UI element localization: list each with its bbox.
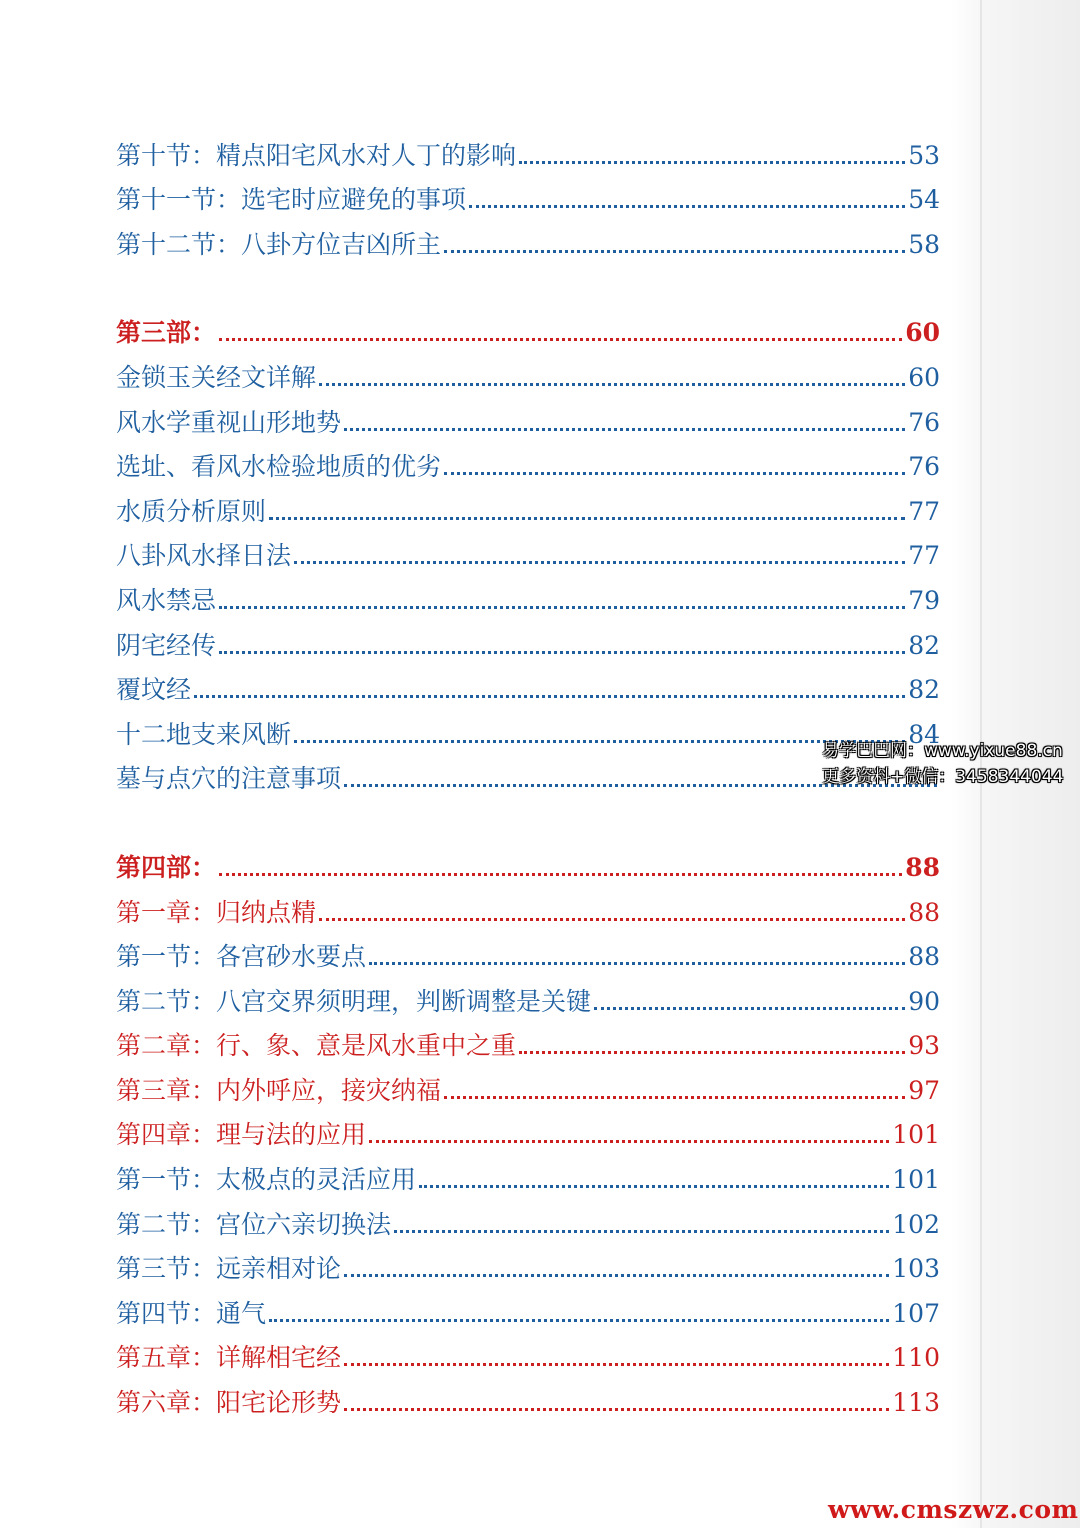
toc-entry-title: 第四章：理与法的应用: [116, 1120, 367, 1150]
toc-entry-page-number: 101: [892, 1165, 940, 1195]
toc-entry[interactable]: [116, 618, 940, 663]
toc-entry-title: 风水禁忌: [116, 585, 217, 615]
toc-entry-page-number: 84: [908, 719, 940, 749]
toc-entry-page-number: 58: [908, 229, 940, 259]
dot-leader: [519, 1051, 905, 1054]
toc-entry-page-number: 53: [908, 140, 940, 170]
dot-leader: [369, 962, 905, 965]
toc-entry[interactable]: [116, 930, 940, 975]
toc-entry-page-number: 60: [908, 362, 940, 392]
toc-entry-page-number: 88: [908, 942, 940, 972]
toc-entry[interactable]: [116, 752, 940, 797]
dot-leader: [219, 873, 902, 876]
toc-entry-title: 第一章：归纳点精: [116, 897, 317, 927]
toc-entry-page-number: 77: [908, 541, 940, 571]
dot-leader: [444, 250, 905, 253]
toc-entry-title: 第十节：精点阳宅风水对人丁的影响: [116, 140, 517, 170]
toc-entry[interactable]: [116, 840, 940, 885]
toc-entry-title: 金锁玉关经文详解: [116, 362, 317, 392]
table-of-contents: [116, 128, 940, 1420]
toc-entry-page-number: 60: [905, 318, 940, 348]
toc-entry[interactable]: [116, 395, 940, 440]
toc-entry[interactable]: [116, 1331, 940, 1376]
toc-entry-title: 第三节：远亲相对论: [116, 1254, 342, 1284]
dot-leader: [469, 205, 905, 208]
toc-entry-page-number: 82: [908, 630, 940, 660]
toc-entry-title: 水质分析原则: [116, 496, 267, 526]
toc-entry-title: 阴宅经传: [116, 630, 217, 660]
dot-leader: [269, 517, 905, 520]
dot-leader: [294, 561, 905, 564]
toc-entry-page-number: 77: [908, 496, 940, 526]
toc-entry-title: 第二节：八宫交界须明理，判断调整是关键: [116, 986, 592, 1016]
toc-entry-page-number: 93: [908, 1031, 940, 1061]
toc-entry-page-number: 103: [892, 1254, 940, 1284]
dot-leader: [319, 918, 905, 921]
toc-entry[interactable]: [116, 974, 940, 1019]
toc-entry-page-number: 113: [892, 1388, 940, 1418]
dot-leader: [444, 472, 905, 475]
toc-entry-page-number: 110: [892, 1343, 940, 1373]
toc-entry-title: 第三章：内外呼应，接灾纳福: [116, 1075, 442, 1105]
toc-entry-title: 第十一节：选宅时应避免的事项: [116, 185, 467, 215]
toc-entry-page-number: 102: [892, 1209, 940, 1239]
dot-leader: [594, 1007, 905, 1010]
toc-entry[interactable]: [116, 707, 940, 752]
toc-entry-title: 第四部：: [116, 852, 217, 882]
toc-entry[interactable]: [116, 217, 940, 262]
toc-entry-title: 第五章：详解相宅经: [116, 1343, 342, 1373]
toc-entry[interactable]: [116, 1063, 940, 1108]
toc-entry-title: 第四节：通气: [116, 1298, 267, 1328]
toc-entry-page-number: 88: [908, 897, 940, 927]
toc-entry[interactable]: [116, 1108, 940, 1153]
toc-entry[interactable]: [116, 1375, 940, 1420]
dot-leader: [519, 161, 905, 164]
toc-entry[interactable]: [116, 573, 940, 618]
dot-leader: [344, 1363, 889, 1366]
dot-leader: [344, 1408, 889, 1411]
toc-entry[interactable]: [116, 440, 940, 485]
toc-entry-title: 八卦风水择日法: [116, 541, 292, 571]
toc-entry[interactable]: [116, 1152, 940, 1197]
toc-entry-page-number: 107: [892, 1298, 940, 1328]
toc-entry[interactable]: [116, 306, 940, 351]
dot-leader: [344, 428, 905, 431]
toc-entry-title: 选址、看风水检验地质的优劣: [116, 452, 442, 482]
toc-entry[interactable]: [116, 1286, 940, 1331]
watermark: [822, 738, 1078, 790]
dot-leader: [444, 1096, 905, 1099]
toc-entry-title: 第三部：: [116, 318, 217, 348]
dot-leader: [394, 1230, 889, 1233]
dot-leader: [369, 1140, 889, 1143]
toc-entry-page-number: 97: [908, 1075, 940, 1105]
toc-entry[interactable]: [116, 663, 940, 708]
toc-entry[interactable]: [116, 173, 940, 218]
toc-entry-title: 十二地支来风断: [116, 719, 292, 749]
dot-leader: [419, 1185, 889, 1188]
toc-entry-page-number: 82: [908, 675, 940, 705]
toc-entry-title: 第一节：太极点的灵活应用: [116, 1165, 417, 1195]
toc-entry-title: 第六章：阳宅论形势: [116, 1388, 342, 1418]
dot-leader: [219, 338, 902, 341]
toc-entry[interactable]: [116, 484, 940, 529]
toc-entry-title: 第二节：宫位六亲切换法: [116, 1209, 392, 1239]
section-gap: [116, 796, 940, 840]
toc-entry-page-number: 76: [908, 407, 940, 437]
toc-entry-page-number: 88: [905, 852, 940, 882]
dot-leader: [294, 740, 905, 743]
watermark-line-2: 更多资料+微信：3458344044: [822, 767, 1064, 787]
toc-entry[interactable]: [116, 529, 940, 574]
toc-entry[interactable]: [116, 1197, 940, 1242]
toc-entry-page-number: 76: [908, 452, 940, 482]
toc-entry[interactable]: [116, 1242, 940, 1287]
toc-entry-page-number: 79: [908, 585, 940, 615]
dot-leader: [194, 695, 905, 698]
watermark-line-1: 易学巴巴网：www.yixue88.cn: [822, 741, 1063, 761]
dot-leader: [219, 651, 905, 654]
toc-entry-title: 第十二节：八卦方位吉凶所主: [116, 229, 442, 259]
dot-leader: [269, 1319, 889, 1322]
dot-leader: [344, 1274, 889, 1277]
toc-entry[interactable]: [116, 1019, 940, 1064]
footer-url: www.cmszwz.com: [828, 1495, 1079, 1524]
toc-entry[interactable]: [116, 128, 940, 173]
toc-entry-title: 覆坟经: [116, 675, 192, 705]
section-gap: [116, 262, 940, 306]
toc-entry-title: 第一节：各宫砂水要点: [116, 942, 367, 972]
dot-leader: [319, 383, 905, 386]
toc-entry-page-number: 90: [908, 986, 940, 1016]
toc-entry-page-number: 101: [892, 1120, 940, 1150]
toc-entry[interactable]: [116, 350, 940, 395]
toc-entry[interactable]: [116, 885, 940, 930]
toc-entry-title: 墓与点穴的注意事项: [116, 764, 342, 794]
toc-entry-title: 第二章：行、象、意是风水重中之重: [116, 1031, 517, 1061]
toc-entry-title: 风水学重视山形地势: [116, 407, 342, 437]
toc-entry-page-number: 54: [908, 185, 940, 215]
dot-leader: [219, 606, 905, 609]
